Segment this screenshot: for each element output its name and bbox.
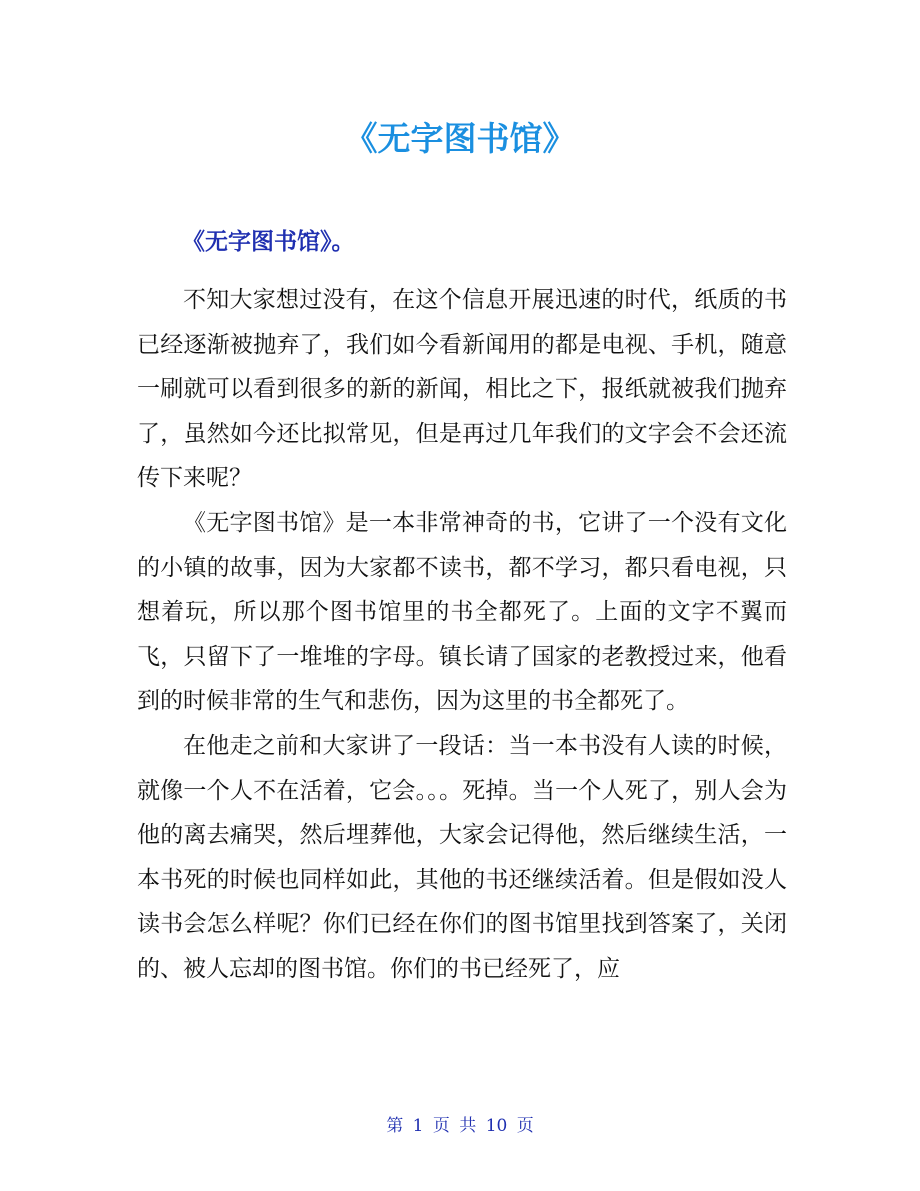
page-number-footer: 第 1 页 共 10 页 [386,1116,534,1136]
document-subtitle: 《无字图书馆》。 [182,229,355,255]
paragraph-1: 不知大家想过没有，在这个信息开展迅速的时代，纸质的书已经逐渐被抛弃了，我们如今看新闻用的都是电视、手机，随意一刷就可以看到很多的新的新闻，相比之下，报纸就被我们抛弃了，虽然如今还比拟常见，但是再过几年我们的文字会不会还流传下来呢？ [137,287,787,492]
paragraph-2: 《无字图书馆》是一本非常神奇的书，它讲了一个没有文化的小镇的故事，因为大家都不读书，都不学习，都只看电视，只想着玩，所以那个图书馆里的书全都死了。上面的文字不翼而飞，只留下了一堆堆的字母。镇长请了国家的老教授过来，他看到的时候非常的生气和悲伤，因为这里的书全都死了。 [137,509,787,715]
document-body [137,278,787,992]
paragraph-3: 在他走之前和大家讲了一段话：当一本书没有人读的时候，就像一个人不在活着，它会。。。死掉。当一个人死了，别人会为他的离去痛哭，然后埋葬他，大家会记得他，然后继续生活，一本书死的时候也同样如此，其他的书还继续活着。但是假如没人读书会怎么样呢？你们已经在你们的图书馆里找到答案了，关闭的、被人忘却的图书馆。你们的书已经死了，应 [137,732,787,982]
document-title: 《无字图书馆》 [344,119,576,158]
